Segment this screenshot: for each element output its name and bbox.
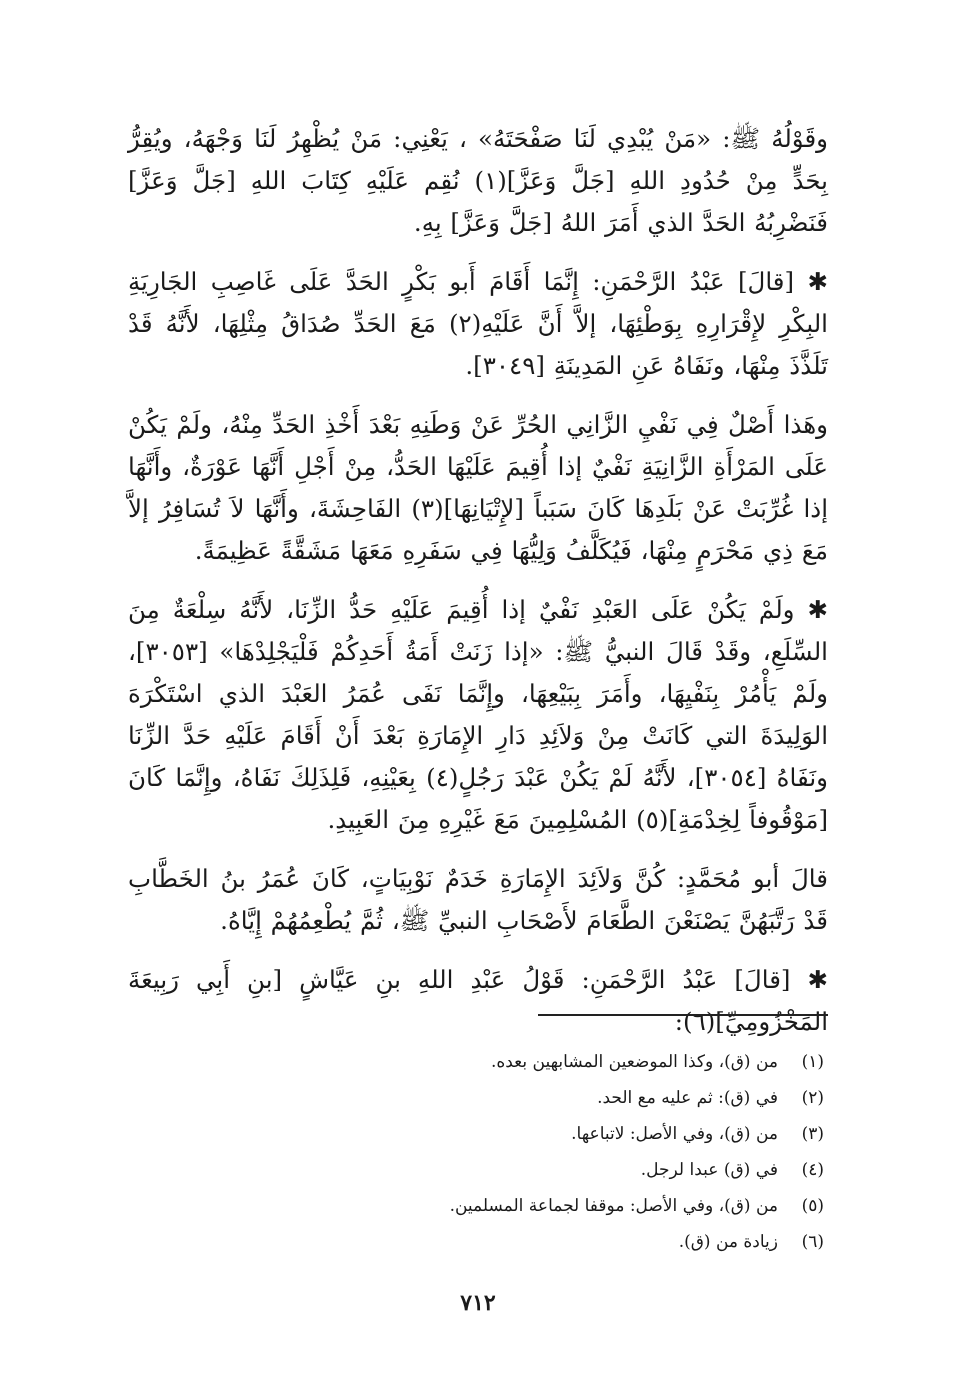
paragraph: ✱ [قالَ] عَبْدُ الرَّحْمَنِ: إِنَّمَا أَقَامَ أَبو بَكْرٍ الحَدَّ عَلَى غَاصِبِ الجَارِيَةِ البِكْرِ لإِقْرَارِهِ بِوَطْئِهَا، إلاَّ أَنَّ عَلَيْهِ(٢) مَعَ الحَدِّ صُدَاقُ مِثْلِهَا، لأَنَّهُ قَدْ تَلَذَّذَ مِنْهَا، ونَفَاهُ عَنِ المَدِينَةِ [٣٠٤٩].: [128, 267, 828, 380]
footnotes: [174, 1044, 824, 1260]
footnote-text: من (ق)، وفي الأصل: لاتباعها.: [571, 1124, 778, 1144]
footnote-item: [174, 1224, 824, 1260]
footnote-number: (٦): [801, 1232, 824, 1252]
footnote-number: (٢): [801, 1088, 824, 1108]
paragraph: وهَذا أَصْلٌ فِي نَفْيِ الزَّانِي الحُرِّ عَنْ وَطَنِهِ بَعْدَ أَخْذِ الحَدِّ مِنْهُ، ولَمْ يَكُنْ عَلَى المَرْأَةِ الزَّانِيَةِ نَفْيٌ إذا أُقِيمَ عَلَيْهَا الحَدُّ، مِنْ أَجْلِ أَنَّهَا عَوْرَةٌ، وأَنَّهَا إذا غُرِّبَتْ عَنْ بَلَدِهَا كَانَ سَبَباً [لإِتْيَانِهَا](٣) الفَاحِشَةَ، وأَنَّهَا لاَ تُسَافِرُ إلاَّ مَعَ ذِي مَحْرَمٍ مِنْهَا، فَيُكَلَّفُ وَلِيُّهَا فِي سَفَرِهِ مَعَهَا مَشَقَّةً عَظِيمَةً.: [128, 410, 829, 565]
footnote-number: (٣): [801, 1124, 824, 1144]
paragraph: ✱ [قالَ] عَبْدُ الرَّحْمَنِ: قَوْلُ عَبْدِ اللهِ بنِ عَيَّاشٍ [بنِ أَبِي رَبِيعَةَ المَخْزُومِيِّ](٦):: [128, 965, 828, 1036]
page-number: ٧١٢: [460, 1290, 496, 1316]
footnote-item: [174, 1188, 824, 1224]
footnote-text: من (ق)، وفي الأصل: موقفا لجماعة المسلمين.: [449, 1196, 778, 1216]
footnote-text: في (ق) عبدا لرجل.: [640, 1160, 778, 1180]
footnote-item: [174, 1152, 824, 1188]
footnote-text: من (ق)، وكذا الموضعين المشابهين بعده.: [490, 1052, 778, 1072]
footnote-number: (٥): [801, 1196, 824, 1216]
footnote-separator: [538, 1014, 828, 1016]
footnote-item: [174, 1080, 824, 1116]
footnote-item: [174, 1044, 824, 1080]
footnote-number: (٤): [801, 1160, 824, 1180]
footnote-number: (١): [801, 1052, 824, 1072]
footnote-text: زيادة من (ق).: [678, 1232, 778, 1252]
main-text-body: [128, 118, 828, 1060]
paragraph: قالَ أبو مُحَمَّدٍ: كُنَّ وَلاَئِدَ الإِمَارَةِ خَدَمٌ نَوْبِيَاتٍ، كَانَ عُمَرُ بنُ الخَطَّابِ قَدْ رَتَّبَهُنَّ يَصْنَعْنَ الطَّعَامَ لأَصْحَابِ النبيِّ ﷺ، ثُمَّ يُطْعِمُهُمْ إِيَّاهُ.: [128, 864, 828, 935]
paragraph: وقَوْلُهُ ﷺ: «مَنْ يُبْدِي لَنَا صَفْحَتَهُ» ، يَعْنِي: مَنْ يُظْهِرُ لَنَا وَجْهَهُ، ويُقِرُّ بِحَدٍّ مِنْ حُدُودِ اللهِ [جَلَّ وَعَزَّ](١) نُقِم عَلَيْهِ كِتَابَ اللهِ [جَلَّ وَعَزَّ] فَنَضْرِبُهُ الحَدَّ الذي أَمَرَ اللهُ [جَلَّ وَعَزَّ] بِهِ.: [128, 124, 828, 237]
footnote-item: [174, 1116, 824, 1152]
paragraph: ✱ ولَمْ يَكُنْ عَلَى العَبْدِ نَفْيٌ إذا أُقِيمَ عَلَيْهِ حَدُّ الزِّنَا، لأَنَّهُ سِلْعَةٌ مِنَ السِّلَعِ، وقَدْ قَالَ النبيُّ ﷺ: «إذا زَنَتْ أَمَةُ أَحَدِكُمْ فَلْيَجْلِدْهَا» [٣٠٥٣]، ولَمْ يَأْمُرْ بِنَفْيِهَا، وأَمَرَ بِبَيْعِهَا، وإِنَّمَا نَفَى عُمَرُ العَبْدَ الذي اسْتَكْرَهَ الوَلِيدَةَ التي كَانَتْ مِنْ وَلاَئِدِ دَارِ الإِمَارَةِ بَعْدَ أَنْ أَقَامَ عَلَيْهِ حَدَّ الزِّنَا ونَفَاهُ [٣٠٥٤]، لأَنَّهُ لَمْ يَكُنْ عَبْدَ رَجُلٍ(٤) بِعَيْنِهِ، فَلِذَلِكَ نَفَاهُ، وإِنَّمَا كَانَ [مَوْقُوفاً لِخِدْمَةِ](٥) المُسْلِمِينَ مَعَ غَيْرِهِ مِنَ العَبِيدِ.: [128, 595, 829, 834]
footnote-text: في (ق): ثم عليه مع الحد.: [597, 1088, 778, 1108]
